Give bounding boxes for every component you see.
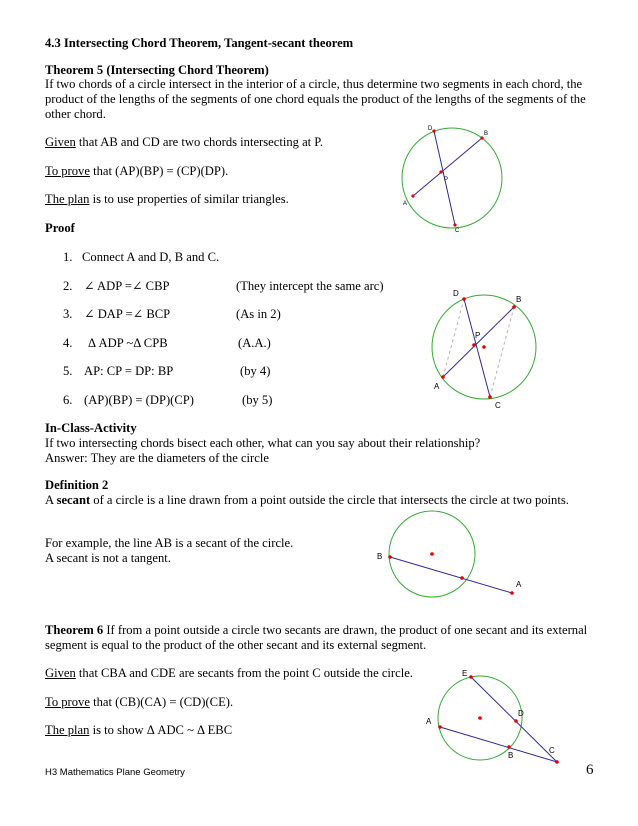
thm6-prove-line — [45, 695, 233, 710]
fig4-label-a: A — [426, 717, 432, 726]
theorem-5-title: Theorem 5 (Intersecting Chord Theorem) — [45, 63, 269, 77]
fig4-center — [478, 716, 482, 720]
fig3-point-b — [388, 555, 392, 559]
fig3-point-a — [510, 591, 514, 595]
thm6-plan-text: is to show Δ ADC ~ Δ EBC — [89, 723, 233, 737]
definition-2-example1: For example, the line AB is a secant of the circle. — [45, 536, 294, 550]
proof-step-3-num: 3. — [63, 307, 73, 321]
fig1-point-p — [439, 170, 442, 173]
plan-line — [45, 192, 289, 207]
given-label: Given — [45, 135, 76, 149]
fig2-segment-bc — [490, 307, 514, 397]
footer-left: H3 Mathematics Plane Geometry — [45, 767, 185, 778]
prove-label: To prove — [45, 164, 90, 178]
figure-1-intersecting-chords — [390, 120, 500, 235]
proof-title: Proof — [45, 221, 75, 235]
thm6-plan-line — [45, 723, 232, 738]
fig2-center — [482, 345, 486, 349]
fig1-label-b: B — [484, 131, 489, 137]
proof-step-3-stmt: ∠ DAP =∠ BCP — [84, 307, 171, 321]
fig4-point-d — [514, 719, 518, 723]
thm6-prove-label: To prove — [45, 695, 90, 709]
fig2-point-p — [472, 343, 476, 347]
fig4-label-c: C — [549, 746, 555, 755]
fig2-chord-ab — [443, 307, 514, 377]
figure-3-secant — [375, 508, 530, 608]
activity-question: If two intersecting chords bisect each other, what can you say about their relationship? — [45, 436, 481, 450]
fig4-point-c — [555, 760, 559, 764]
fig1-label-c: C — [455, 228, 460, 234]
proof-step-1-num: 1. — [63, 250, 73, 264]
given-text: that AB and CD are two chords intersecting at P. — [75, 135, 324, 149]
activity-title: In-Class-Activity — [45, 421, 137, 435]
definition-2-pre: A — [45, 493, 57, 507]
fig4-point-b — [507, 745, 511, 749]
thm6-given-label: Given — [45, 666, 76, 680]
proof-step-5-stmt: AP: CP = DP: BP — [84, 364, 174, 378]
fig2-point-d — [462, 297, 466, 301]
thm6-given-text: that CBA and CDE are secants from the point C outside the circle. — [75, 666, 413, 680]
proof-step-3-reason: (As in 2) — [236, 307, 281, 321]
fig4-label-d: D — [518, 709, 524, 718]
proof-step-5-num: 5. — [63, 364, 73, 378]
fig2-label-c: C — [495, 401, 501, 410]
theorem-6-line2: segment is equal to the product of the other secant and its external segment. — [45, 638, 427, 652]
fig4-point-a — [438, 725, 442, 729]
fig2-label-b: B — [516, 295, 522, 304]
fig2-label-p: P — [475, 331, 481, 340]
thm6-given-line — [45, 666, 413, 681]
fig1-point-a — [411, 194, 414, 197]
proof-step-6-stmt: (AP)(BP) = (DP)(CP) — [84, 393, 194, 407]
fig1-point-d — [432, 129, 435, 132]
proof-step-2-reason: (They intercept the same arc) — [236, 279, 384, 293]
theorem-6-title: Theorem 6 — [45, 623, 104, 637]
fig2-point-b — [512, 305, 516, 309]
fig2-label-d: D — [453, 289, 459, 298]
fig3-label-a: A — [516, 580, 522, 589]
section-title: 4.3 Intersecting Chord Theorem, Tangent-secant theorem — [45, 36, 354, 50]
theorem-6-line1: If from a point outside a circle two secants are drawn, the product of one secant and its external — [103, 623, 588, 637]
definition-2-text — [45, 493, 569, 508]
definition-2-example2: A secant is not a tangent. — [45, 551, 171, 565]
prove-text: that (AP)(BP) = (CP)(DP). — [89, 164, 229, 178]
theorem-5-line2: product of the lengths of the segments of one chord equals the product of the lengths of the segments of the — [45, 92, 586, 106]
theorem-5-line3: other chord. — [45, 107, 106, 121]
fig2-chord-cd — [464, 299, 490, 397]
definition-2-post: of a circle is a line drawn from a point outside the circle that intersects the circle at two points. — [90, 493, 569, 507]
theorem-5-line1: If two chords of a circle intersect in the interior of a circle, thus determine two segments in each chord, the — [45, 77, 583, 91]
fig3-secant-line — [390, 557, 512, 593]
fig4-label-b: B — [508, 751, 514, 760]
plan-label: The plan — [45, 192, 90, 206]
fig1-point-c — [453, 223, 456, 226]
proof-step-5-reason: (by 4) — [240, 364, 271, 378]
fig3-label-b: B — [377, 552, 383, 561]
given-line — [45, 135, 323, 150]
theorem-6-line1-wrap — [45, 623, 587, 638]
fig3-point-second-intersection — [460, 576, 464, 580]
proof-step-6-reason: (by 5) — [242, 393, 273, 407]
proof-step-4-num: 4. — [63, 336, 73, 350]
fig1-label-p: P — [444, 177, 449, 183]
fig2-label-a: A — [434, 382, 440, 391]
proof-step-4-reason: (A.A.) — [238, 336, 271, 350]
fig3-center — [430, 552, 434, 556]
fig2-point-a — [441, 375, 445, 379]
fig4-point-e — [469, 675, 473, 679]
prove-line — [45, 164, 228, 179]
definition-2-title: Definition 2 — [45, 478, 109, 492]
proof-step-4-stmt: Δ ADP ~Δ CPB — [88, 336, 168, 350]
figure-2-proof-diagram — [425, 283, 540, 413]
proof-step-2-num: 2. — [63, 279, 73, 293]
page-number: 6 — [586, 762, 594, 778]
proof-step-1-stmt: Connect A and D, B and C. — [82, 250, 220, 264]
definition-2-term: secant — [56, 493, 91, 507]
proof-step-2-stmt: ∠ ADP =∠ CBP — [84, 279, 170, 293]
thm6-plan-label: The plan — [45, 723, 90, 737]
fig1-chord-ab — [413, 138, 482, 196]
figure-4-two-secants — [420, 663, 570, 775]
fig4-label-e: E — [462, 669, 468, 678]
fig2-point-c — [488, 395, 492, 399]
thm6-prove-text: that (CB)(CA) = (CD)(CE). — [89, 695, 234, 709]
fig1-label-d: D — [428, 126, 433, 132]
proof-step-6-num: 6. — [63, 393, 73, 407]
plan-text: is to use properties of similar triangles. — [89, 192, 289, 206]
fig1-label-a: A — [403, 201, 408, 207]
activity-answer: Answer: They are the diameters of the circle — [45, 451, 269, 465]
